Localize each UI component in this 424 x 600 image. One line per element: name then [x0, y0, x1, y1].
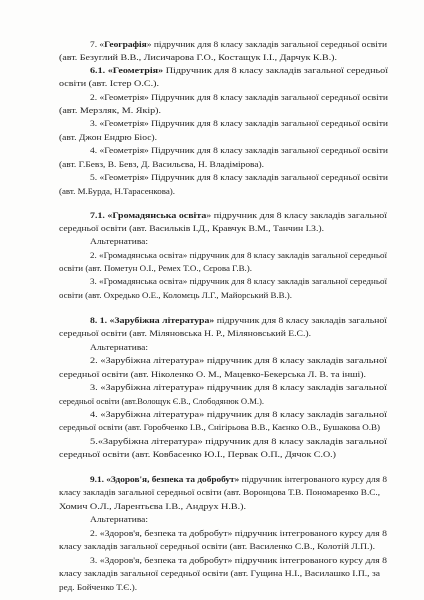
text-run: 2. «Зарубіжна література» підручник для 8 класу закладів загальної: [90, 356, 387, 365]
document-line: [59, 423, 380, 433]
text-run: 4. «Геометрія» Підручник для 8 класу закладів загальної середньої освіти: [90, 146, 388, 155]
document-line: [90, 475, 387, 485]
text-run: класу закладів загальної середньої освіти (авт. Воронцова Т.В. Пономаренко В.С.,: [59, 488, 381, 497]
text-run: освіти (авт. Істер О.С.).: [59, 79, 159, 88]
text-run: 5. «Геометрія» Підручник для 8 класу закладів загальної середньої освіти: [90, 173, 388, 182]
document-line: [59, 187, 175, 197]
text-run: 2. «Геометрія» Підручник для 8 класу закладів загальної середньої освіти: [90, 93, 388, 102]
text-run: освіти (авт. Пометун О.І., Ремех Т.О., Сєрова Г.В.).: [59, 264, 252, 273]
text-run: 3. «Громадянська освіта» підручник для 8 класу закладів загальної середньої: [90, 277, 387, 286]
document-line: [59, 569, 380, 579]
text-run: » підручник для 8 класу закладів загальної середньої освіти: [146, 40, 387, 49]
text-run: підручник для 8 класу закладів загальної: [214, 316, 387, 325]
bold-text: 7.1. «: [90, 211, 113, 220]
bold-text: Географія: [104, 40, 147, 49]
document-line: [90, 437, 387, 447]
text-run: Альтернатива:: [90, 237, 148, 246]
text-run: 2. «Громадянська освіта» підручник для 8 класу закладів загальної середньої: [90, 251, 387, 260]
document-line: [90, 66, 388, 76]
document-line: [90, 119, 388, 129]
document-line: [90, 383, 387, 393]
document-line: [90, 515, 148, 525]
document-line: [59, 397, 264, 407]
bold-text: Громадянська освіта: [112, 211, 207, 220]
text-run: Альтернатива:: [90, 343, 148, 352]
document-line: [59, 224, 324, 234]
document-line: [59, 53, 337, 63]
document-line: [90, 529, 387, 539]
text-run: 2. «Здоров'я, безпека та добробут» підручник інтегрованого курсу для 8: [90, 529, 387, 538]
text-run: класу закладів загальної середньої освіти (авт. Гущина Н.І., Василашко І.П., за: [59, 569, 380, 578]
document-line: [90, 356, 387, 366]
document-line: [90, 410, 387, 420]
bold-text: 9.1. «Здоров'я, безпека та добробут»: [90, 475, 240, 484]
document-line: [90, 343, 148, 353]
text-run: середньої освіти (авт. Горобченко І.В., Снігірьова В.В., Каєнко О.В., Бушакова О.В): [59, 423, 380, 432]
document-line: [59, 133, 157, 143]
text-run: середньої освіти (авт. Міляновська Н. Р., Міляновський Е.С.).: [59, 329, 311, 338]
document-line: [59, 291, 292, 301]
document-line: [59, 542, 375, 552]
text-run: середньої освіти (авт. Васильків І.Д., Кравчук В.М., Танчин І.З.).: [59, 224, 324, 233]
text-run: класу закладів загальної середньої освіти (авт. Василенко С.В., Колотій Л.П.).: [59, 542, 375, 551]
document-line: [59, 160, 264, 170]
document-line: [90, 146, 388, 156]
document-line: [90, 316, 387, 326]
text-run: 3. «Здоров'я, безпека та добробут» підручник інтегрованого курсу для 8: [90, 556, 387, 565]
document-line: [59, 370, 366, 380]
document-line: [90, 173, 388, 183]
text-run: 5.«Зарубіжна література» підручник для 8 класу закладів загальної: [90, 437, 387, 446]
document-line: [90, 556, 387, 566]
document-line: [59, 450, 336, 460]
document-line: [59, 264, 252, 274]
document-line: [90, 211, 387, 221]
text-run: (авт. Джон Ендрю Біос).: [59, 133, 157, 142]
document-line: [59, 329, 311, 339]
text-run: середньої освіти (авт.Волощук Є.В., Слободянюк О.М.).: [59, 397, 264, 406]
text-run: ред. Бойченко Т.Є.).: [59, 583, 137, 592]
text-run: 3. «Геометрія» Підручник для 8 класу закладів загальної середньої освіти: [90, 119, 388, 128]
document-line: [90, 277, 387, 287]
text-run: (авт. Безуглий В.В., Лисичарова Г.О., Костащук І.І., Дарчук К.В.).: [59, 53, 337, 62]
text-run: Підручник для 8 класу закладів загальної середньої: [163, 66, 388, 75]
document-line: [90, 40, 387, 50]
document-line: [59, 583, 137, 593]
document-line: [59, 488, 380, 498]
text-run: 7. «: [90, 40, 105, 49]
document-line: [90, 251, 387, 261]
text-run: 4. «Зарубіжна література» підручник для 8 класу закладів загальної: [90, 410, 387, 419]
bold-text: 6.1. «Геометрія»: [90, 66, 164, 75]
text-run: Хомич О.Л., Ларентьєва І.В., Андрух Н.В.).: [59, 502, 246, 511]
text-run: (авт. Мерзляк, М. Якір).: [59, 106, 161, 115]
text-run: » підручник для 8 класу закладів загальної: [206, 211, 387, 220]
text-run: середньої освіти (авт. Ковбасенко Ю.І., Первак О.П., Дячок С.О.): [59, 450, 336, 459]
text-run: підручник інтегрованого курсу для 8: [239, 475, 387, 484]
text-run: Альтернатива:: [90, 515, 148, 524]
text-run: (авт. М.Бурда, Н.Тарасенкова).: [59, 187, 175, 196]
text-run: (авт. Г.Бевз, В. Бевз, Д. Васильєва, Н. Владімірова).: [59, 160, 264, 169]
document-line: [59, 502, 246, 512]
document-line: [90, 93, 388, 103]
bold-text: 8. 1. «Зарубіжна література»: [90, 316, 215, 325]
text-run: освіти (авт. Охредько О.Е., Коломєць Л.Г., Майорський В.В.).: [59, 291, 292, 300]
text-run: середньої освіти (авт. Ніколенко О. М., Мацевко-Бекерська Л. В. та інші).: [59, 370, 366, 379]
document-line: [59, 79, 159, 89]
text-run: 3. «Зарубіжна література» підручник для 8 класу закладів загальної: [90, 383, 387, 392]
document-line: [59, 106, 161, 116]
document-line: [90, 237, 148, 247]
